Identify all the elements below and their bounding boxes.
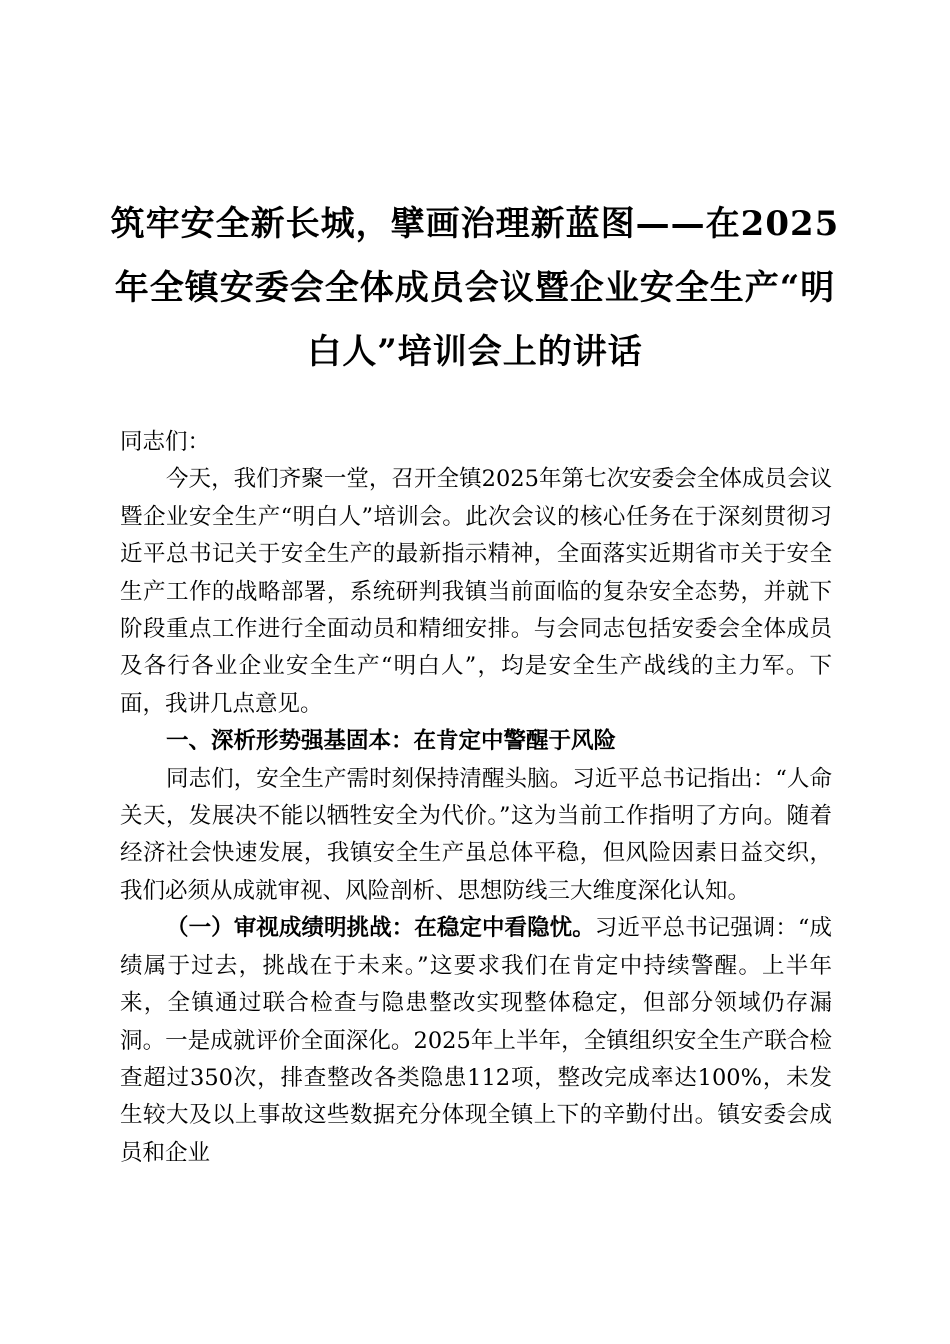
document-body [120,424,832,1172]
paragraph-intro: 今天，我们齐聚一堂，召开全镇2025年第七次安委会全体成员会议暨企业安全生产“明白人”培训会。此次会议的核心任务在于深刻贯彻习近平总书记关于安全生产的最新指示精神，全面落实近期省市关于安全生产工作的战略部署，系统研判我镇当前面临的复杂安全态势，并就下阶段重点工作进行全面动员和精细安排。与会同志包括安委会全体成员及各行各业企业安全生产“明白人”，均是安全生产战线的主力军。下面，我讲几点意见。 [120,466,832,717]
subsection-heading-1: （一）审视成绩明挑战：在稳定中看隐忧。 [166,915,595,942]
section-heading-1: 一、深析形势强基固本：在肯定中警醒于风险 [166,728,617,755]
document-title: 筑牢安全新长城，擘画治理新蓝图——在2025年全镇安委会全体成员会议暨企业安全生产“明白人”培训会上的讲话 [110,204,840,372]
paragraph-subsection-1 [120,910,832,1172]
paragraph-situation: 同志们，安全生产需时刻保持清醒头脑。习近平总书记指出：“人命关天，发展决不能以牺牲安全为代价。”这为当前工作指明了方向。随着经济社会快速发展，我镇安全生产虽总体平稳，但风险因素日益交织，我们必须从成就审视、风险剖析、思想防线三大维度深化认知。 [120,765,832,904]
paragraph-subsection-1-text: 习近平总书记强调：“成绩属于过去，挑战在于未来。”这要求我们在肯定中持续警醒。上半年来，全镇通过联合检查与隐患整改实现整体稳定，但部分领域仍存漏洞。一是成就评价全面深化。2025年上半年，全镇组织安全生产联合检查超过350次，排查整改各类隐患112项，整改完成率达100%，未发生较大及以上事故这些数据充分体现全镇上下的辛勤付出。镇安委会成员和企业 [120,915,832,1166]
salutation: 同志们： [120,429,211,455]
